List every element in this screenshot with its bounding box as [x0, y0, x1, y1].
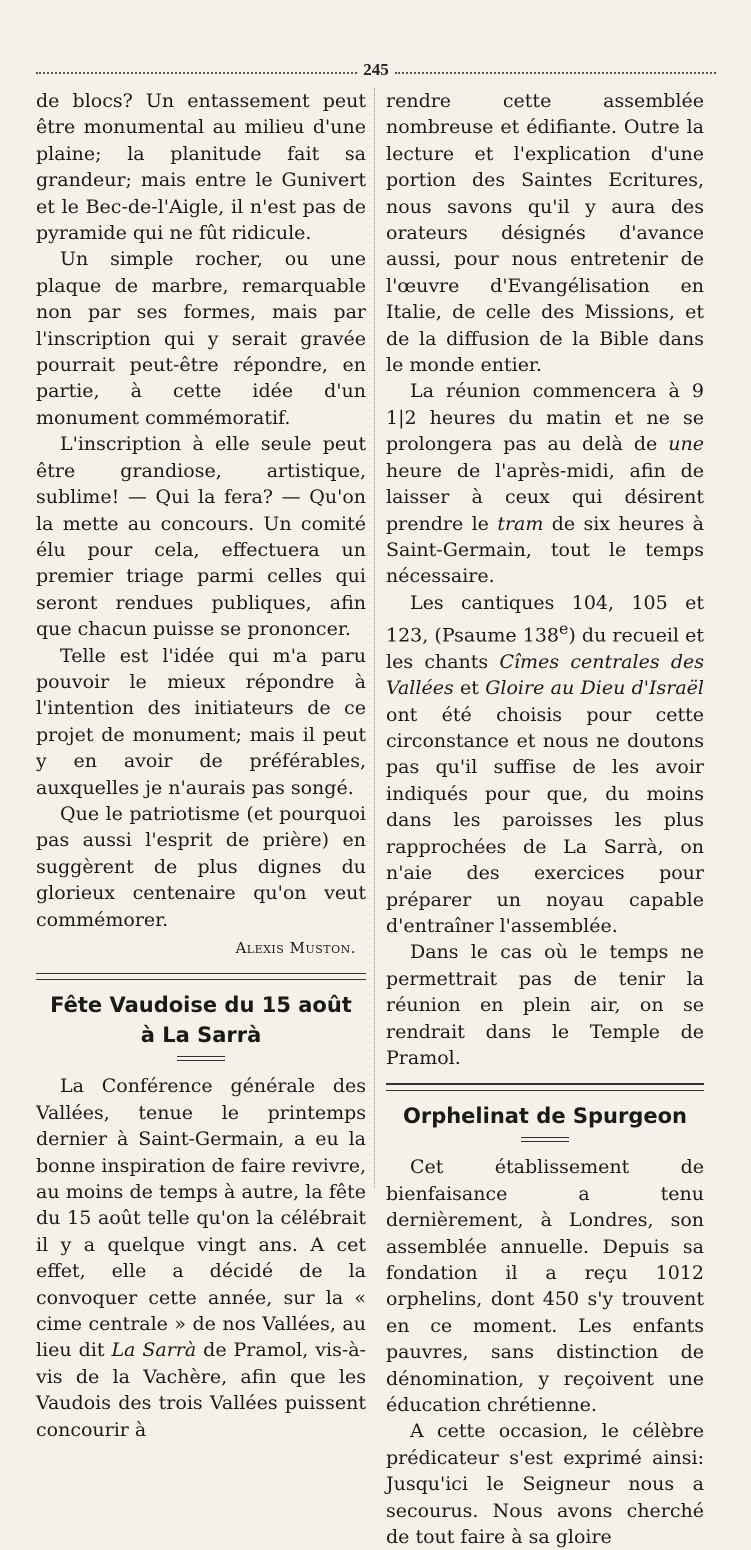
paragraph: rendre cette assemblée nombreuse et édifiante. Outre la lecture et l'explication d'une portion des Saintes Ecritures, nous savons qu'il y aura des orateurs désignés d'avance aussi, pour nous entretenir de l'œuvre d'Evangélisation en Italie, de celle des Missions, et de la diffusion de la Bible dans le monde entier. [386, 90, 704, 377]
text-run: La Conférence générale des Vallées, tenue le printemps dernier à Saint-Germain, a eu la bonne inspiration de faire revivre, au moins de temps à autre, la fête du 15 août telle qu'on la célébrait il y a quelque vingt ans. A cet effet, elle a décidé de la convoquer cette année, sur la « cime centrale » de nos Vallées, au lieu dit [36, 1075, 366, 1362]
paragraph [36, 1073, 366, 1443]
text-run: et [453, 677, 486, 700]
article-title-line: à La Sarrà [140, 1023, 262, 1048]
italic-run: Gloire au Dieu d'Israël [485, 677, 704, 700]
paragraph: de blocs? Un entassement peut être monumental au milieu d'une plaine; la planitude fait sa grandeur; mais entre le Gunivert et le Bec-de-l'Aigle, il n'est pas de pyramide qui ne fût ridicule. [36, 90, 366, 245]
text-run: Les cantiques 104, 105 et 123, (Psaume 138 [386, 591, 704, 647]
article-title [36, 990, 366, 1050]
column-divider [374, 88, 375, 1188]
article-title: Orphelinat de Spurgeon [402, 1104, 687, 1129]
paragraph: Que le patriotisme (et pourquoi pas aussi l'esprit de prière) en suggèrent de plus dignes du glorieux centenaire qu'on veut commémorer. [36, 802, 366, 931]
section-rule [36, 973, 366, 980]
text-run: La réunion commencera à 9 1|2 heures du matin et ne se prolongera pas au delà de [386, 380, 704, 456]
paragraph: L'inscription à elle seule peut être grandiose, artistique, sublime! — Qui la fera? — Qu'on la mette au concours. Un comité élu pour cela, effectuera un premier triage parmi celles qui seront rendues publiques, afin que chacun puisse se prononcer. [36, 433, 366, 641]
left-column [36, 88, 366, 1443]
superscript: e [559, 619, 569, 639]
italic-run: tram [497, 512, 544, 535]
text-run: heure de l'après-midi, afin de laisser à ceux qui désirent prendre le [386, 459, 704, 535]
title-rule [521, 1137, 569, 1142]
italic-run: une [668, 433, 704, 456]
page-header [36, 58, 716, 82]
text-run: ont été choisis pour cette circonstance et nous ne doutons pas qu'il suffise de les avoir indiqués pour que, du moins dans les paroisses les plus rapprochées de La Sarrà, on n'aie des exercices pour préparer un noyau capable d'entraîner l'assemblée. [386, 703, 704, 937]
italic-run: Cîmes centrales des Vallées [386, 650, 704, 700]
section-rule [386, 1083, 704, 1091]
right-column [386, 88, 704, 1550]
paragraph: Cet établissement de bienfaisance a tenu dernièrement, à Londres, son assemblée annuelle. Depuis sa fondation il a reçu 1012 orphelins, dont 450 s'y trouvent en ce moment. Les enfants pauvres, sans distinction de dénomination, y reçoivent une éducation chrétienne. [386, 1156, 704, 1417]
author-signature: Alexis Muston. [235, 939, 356, 957]
header-rule-left [36, 72, 357, 74]
page-number: 245 [363, 60, 389, 79]
paragraph [386, 378, 704, 589]
italic-run: La Sarrà [111, 1339, 197, 1362]
paragraph: Un simple rocher, ou une plaque de marbre, remarquable non par ses formes, mais par l'inscription qui y serait gravée pourrait peut-être répondre, en partie, à cette idée d'un monument commémoratif. [36, 248, 366, 429]
paragraph [386, 590, 704, 940]
title-rule [177, 1056, 225, 1061]
paragraph: Dans le cas où le temps ne permettrait pas de tenir la réunion en plein air, on se rendrait dans le Temple de Pramol. [386, 941, 704, 1069]
text-run: de six heures à Saint-Germain, tout le temps nécessaire. [386, 512, 704, 588]
text-run: ) du recueil et les chants [386, 624, 704, 673]
paragraph: A cette occasion, le célèbre prédicateur s'est exprimé ainsi: Jusqu'ici le Seigneur nous a secourus. Nous avons cherché de tout faire à sa gloire [386, 1420, 704, 1549]
text-run: de Pramol, vis-à-vis de la Vachère, afin que les Vaudois des trois Vallées puissent concourir à [36, 1339, 366, 1441]
article-title-line: Fête Vaudoise du 15 août [50, 993, 352, 1018]
header-rule-right [395, 72, 716, 74]
paragraph: Telle est l'idée qui m'a paru pouvoir le mieux répondre à l'intention des initiateurs de ce projet de monument; mais il peut y en avoir de préférables, auxquelles je n'aurais pas songé. [36, 644, 366, 799]
